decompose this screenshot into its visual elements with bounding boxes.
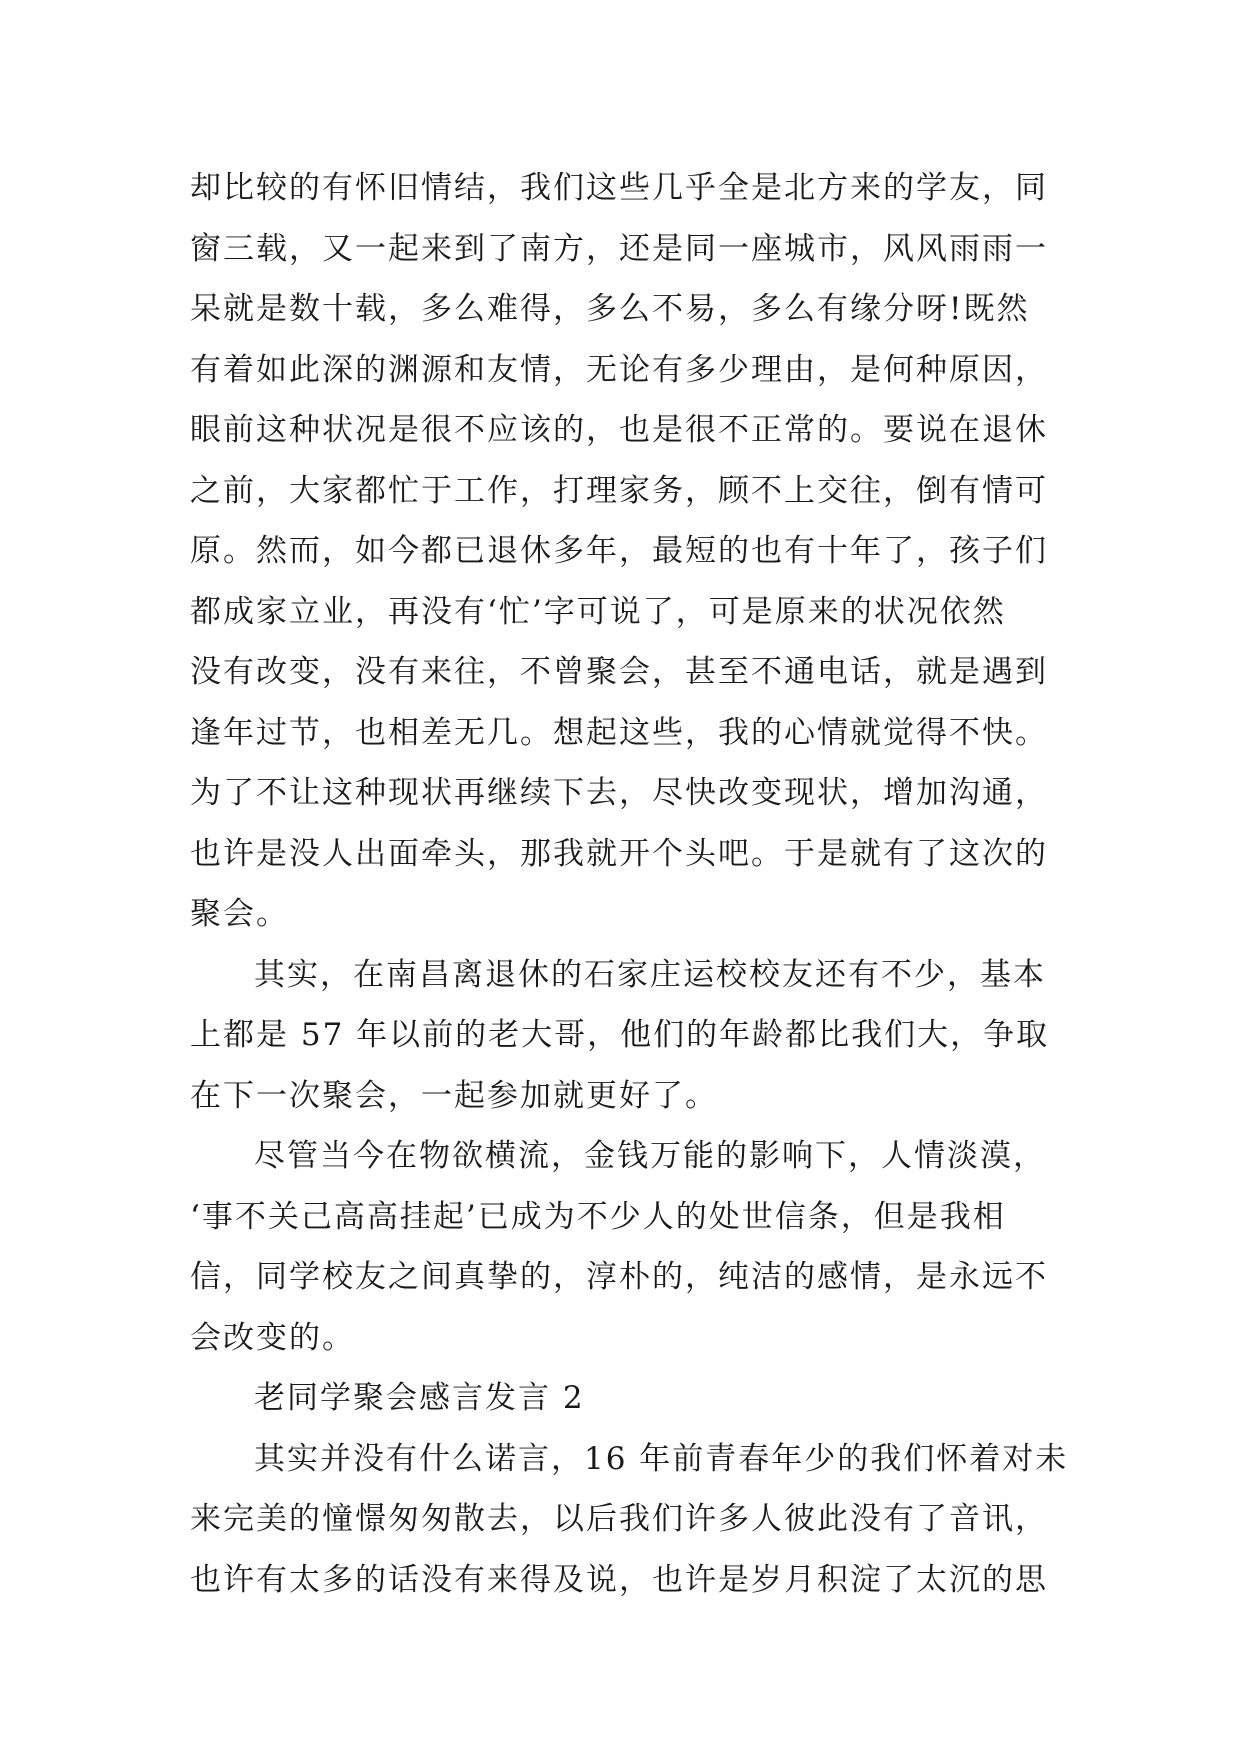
text-line: 眼前这种状况是很不应该的，也是很不正常的。要说在退休 bbox=[190, 412, 1048, 448]
text-line: 有着如此深的渊源和友情，无论有多少理由，是何种原因， bbox=[190, 351, 1048, 388]
text-line: 窗三载，又一起来到了南方，还是同一座城市，风风雨雨一 bbox=[190, 230, 1048, 267]
text-line: 都成家立业，再没有‘忙’字可说了，可是原来的状况依然 bbox=[190, 593, 1006, 630]
text-line: 为了不让这种现状再继续下去，尽快改变现状，增加沟通， bbox=[190, 775, 1048, 811]
text-line: 会改变的。 bbox=[190, 1319, 355, 1356]
text-line: 其实，在南昌离退休的石家庄运校校友还有不少，基本 bbox=[254, 956, 1046, 993]
text-line: 也许有太多的话没有来得及说，也许是岁月积淀了太沉的思 bbox=[190, 1561, 1048, 1598]
text-line: 却比较的有怀旧情结，我们这些几乎全是北方来的学友，同 bbox=[190, 170, 1048, 206]
text-line: 也许是没人出面牵头，那我就开个头吧。于是就有了这次的 bbox=[190, 835, 1048, 872]
text-line: 呆就是数十载，多么难得，多么不易，多么有缘分呀!既然 bbox=[190, 291, 1030, 327]
text-line: 在下一次聚会，一起参加就更好了。 bbox=[190, 1077, 718, 1114]
document-body bbox=[190, 158, 1070, 1610]
text-line: 信，同学校友之间真挚的，淳朴的，纯洁的感情，是永远不 bbox=[190, 1259, 1048, 1295]
text-line: 聚会。 bbox=[190, 896, 289, 932]
text-line: 没有改变，没有来往，不曾聚会，甚至不通电话，就是遇到 bbox=[190, 654, 1048, 690]
text-line: 尽管当今在物欲横流，金钱万能的影响下，人情淡漠， bbox=[254, 1138, 1046, 1174]
text-line: 之前，大家都忙于工作，打理家务，顾不上交往，倒有情可 bbox=[190, 472, 1048, 509]
text-line: 来完美的憧憬匆匆散去，以后我们许多人彼此没有了音讯， bbox=[190, 1501, 1048, 1537]
text-line: 逢年过节，也相差无几。想起这些，我的心情就觉得不快。 bbox=[190, 714, 1048, 751]
text-line: 上都是 57 年以前的老大哥，他们的年龄都比我们大，争取 bbox=[190, 1017, 1050, 1053]
text-line: 原。然而，如今都已退休多年，最短的也有十年了，孩子们 bbox=[190, 533, 1048, 569]
text-line: ‘事不关己高高挂起’已成为不少人的处世信条，但是我相 bbox=[190, 1198, 1006, 1235]
text-line: 老同学聚会感言发言 2 bbox=[254, 1380, 585, 1416]
text-line: 其实并没有什么诺言，16 年前青春年少的我们怀着对未 bbox=[254, 1440, 1069, 1477]
